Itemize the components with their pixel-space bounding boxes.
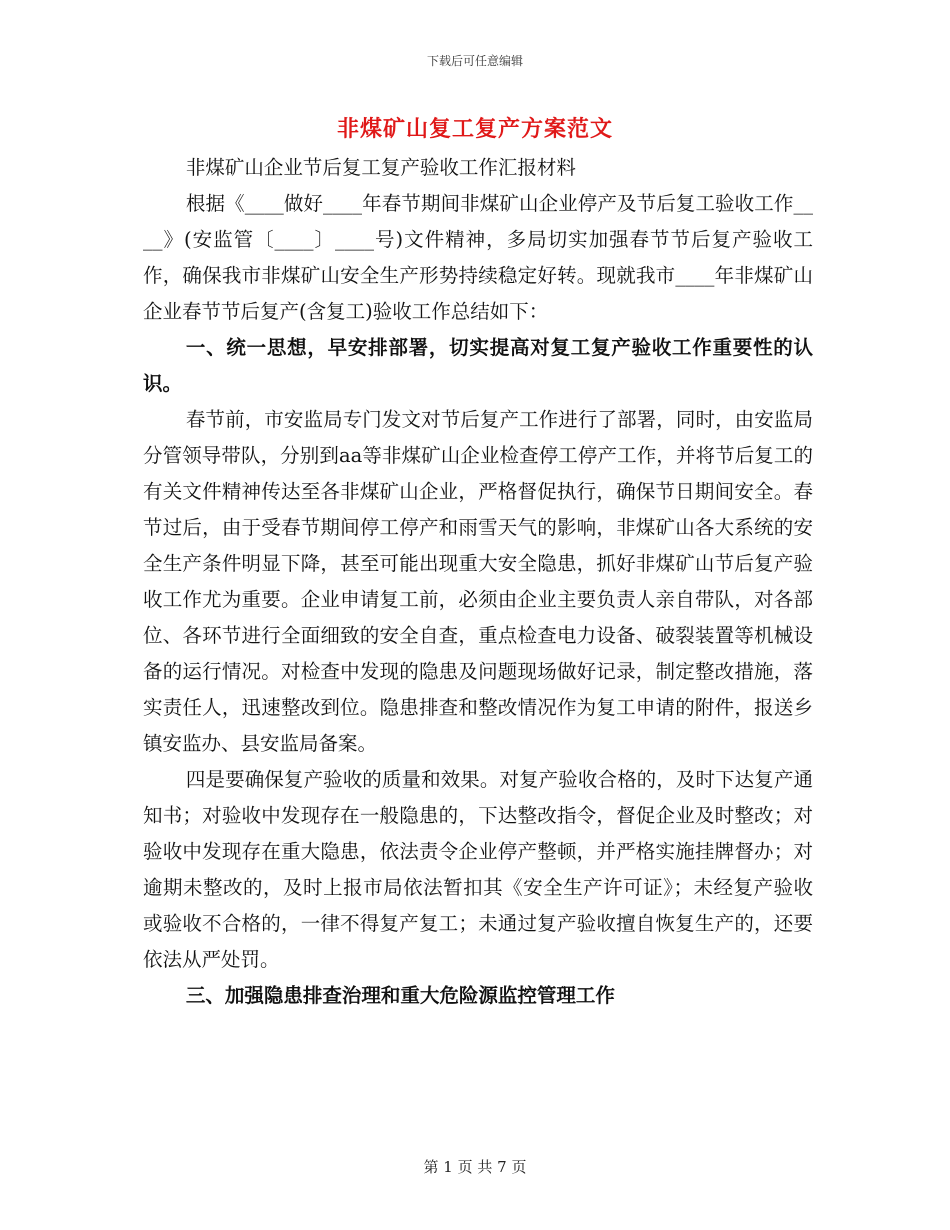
paragraph-intro: 根据《____做好____年春节期间非煤矿山企业停产及节后复工验收工作____》(安监管〔____〕____号)文件精神，多局切实加强春节节后复产验收工作，确保我市非煤矿山安全生产形势持续稳定好转。现就我市____年非煤矿山企业春节节后复产(含复工)验收工作总结如下：: [143, 192, 813, 323]
paragraph-acceptance-quality: 四是要确保复产验收的质量和效果。对复产验收合格的，及时下达复产通知书；对验收中发现存在一般隐患的，下达整改指令，督促企业及时整改；对验收中发现存在重大隐患，依法责令企业停产整顿，并严格实施挂牌督办；对逾期未整改的，及时上报市局依法暂扣其《安全生产许可证》；未经复产验收或验收不合格的，一律不得复产复工；未通过复产验收擅自恢复生产的，还要依法从严处罚。: [143, 768, 813, 971]
document-title: 非煤矿山复工复产方案范文: [336, 116, 613, 142]
page-number: 第 1 页 共 7 页: [423, 1158, 527, 1176]
header-note: 下载后可任意编辑: [426, 54, 523, 68]
section-heading-3: 三、加强隐患排查治理和重大危险源监控管理工作: [185, 984, 615, 1007]
paragraph-subtitle: 非煤矿山企业节后复工复产验收工作汇报材料: [185, 156, 576, 179]
paragraph-spring-festival: 春节前，市安监局专门发文对节后复产工作进行了部署，同时，由安监局分管领导带队，分别到aa等非煤矿山企业检查停工停产工作，并将节后复工的有关文件精神传达至各非煤矿山企业，严格督促执行，确保节日期间安全。春节过后，由于受春节期间停工停产和雨雪天气的影响，非煤矿山各大系统的安全生产条件明显下降，甚至可能出现重大安全隐患，抓好非煤矿山节后复产验收工作尤为重要。企业申请复工前，必须由企业主要负责人亲自带队，对各部位、各环节进行全面细致的安全自查，重点检查电力设备、破裂装置等机械设备的运行情况。对检查中发现的隐患及问题现场做好记录，制定整改措施，落实责任人，迅速整改到位。隐患排查和整改情况作为复工申请的附件，报送乡镇安监办、县安监局备案。: [143, 408, 813, 755]
document-body: [143, 150, 813, 1014]
section-heading-1: 一、统一思想，早安排部署，切实提高对复工复产验收工作重要性的认识。: [143, 336, 813, 395]
